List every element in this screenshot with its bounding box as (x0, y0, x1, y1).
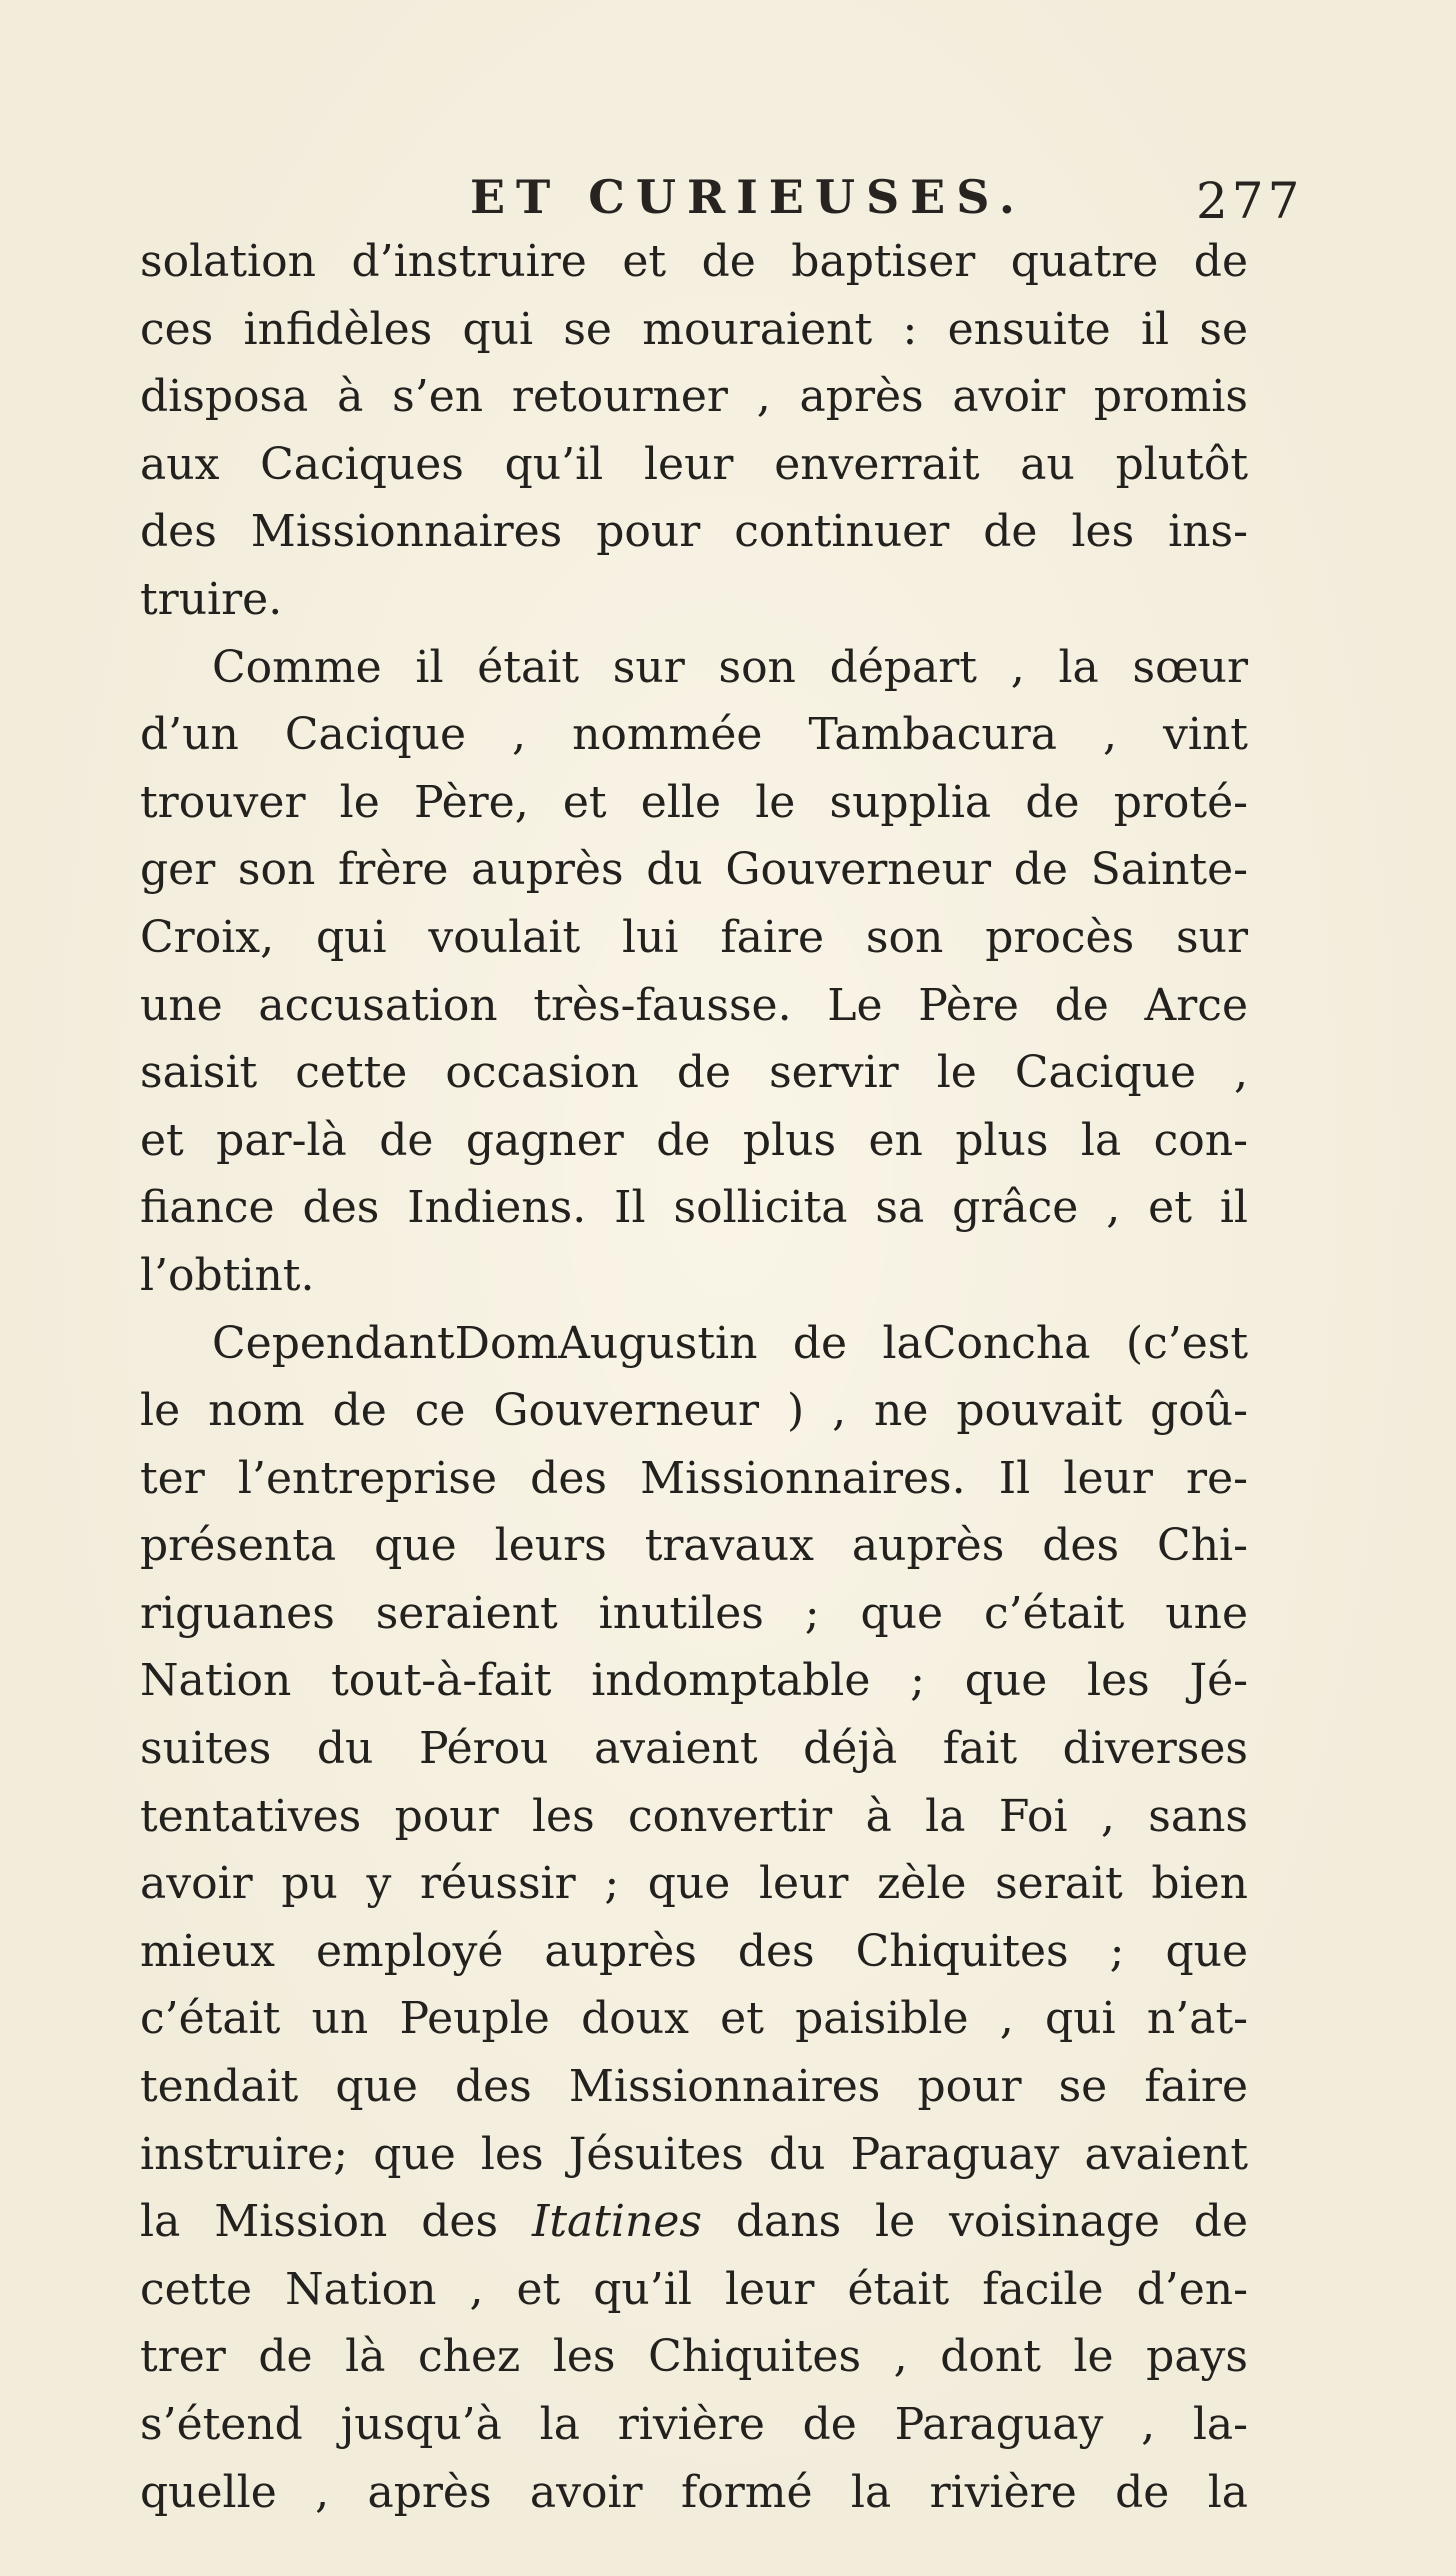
text-line: l’obtint. (140, 1249, 315, 1301)
text-line: quelle , après avoir formé la rivière de la (140, 2466, 1248, 2518)
text-fragment: dans le voisinage de (701, 2196, 1249, 2248)
text-line: riguanes seraient inutiles ; que c’était une (140, 1587, 1248, 1639)
text-line: cette Nation , et qu’il leur était facile d’en- (140, 2263, 1248, 2315)
page-number: 277 (1196, 172, 1304, 230)
text-line: ces infidèles qui se mouraient : ensuite il se (140, 303, 1248, 355)
text-line: d’un Cacique , nommée Tambacura , vint (140, 709, 1248, 761)
text-line: s’étend jusqu’à la rivière de Paraguay , la- (140, 2399, 1248, 2450)
text-line: saisit cette occasion de servir le Cacique , (140, 1047, 1248, 1099)
text-line: avoir pu y réussir ; que leur zèle serait bien (140, 1858, 1248, 1910)
text-line: solation d’instruire et de baptiser quatre de (140, 236, 1248, 287)
text-line: trer de là chez les Chiquites , dont le pays (140, 2331, 1248, 2383)
body-text (140, 228, 1248, 2526)
text-line: tendait que des Missionnaires pour se faire (140, 2061, 1248, 2113)
text-line: le nom de ce Gouverneur ) , ne pouvait goû- (140, 1385, 1248, 1437)
text-line: instruire; que les Jésuites du Paraguay avaient (140, 2128, 1248, 2180)
text-line: truire. (140, 573, 283, 625)
italic-place-name: Itatines (531, 2196, 702, 2248)
text-line: mieux employé auprès des Chiquites ; que (140, 1925, 1248, 1977)
text-line: ter l’entreprise des Missionnaires. Il leur re- (140, 1452, 1248, 1504)
text-line: et par-là de gagner de plus en plus la con- (140, 1114, 1248, 1166)
text-line: Comme il était sur son départ , la sœur (212, 641, 1248, 693)
text-line: c’était un Peuple doux et paisible , qui n’at- (140, 1993, 1248, 2045)
text-line: tentatives pour les convertir à la Foi , sans (140, 1790, 1248, 1842)
text-line: fiance des Indiens. Il sollicita sa grâce , et il (140, 1182, 1248, 1234)
running-title: ET CURIEUSES. (470, 170, 1026, 224)
text-line: CependantDomAugustin de laConcha (c’est (212, 1317, 1248, 1369)
text-line: une accusation très-fausse. Le Père de Arce (140, 979, 1248, 1031)
text-fragment: la Mission des (140, 2196, 532, 2248)
text-line: Nation tout-à-fait indomptable ; que les Jé- (140, 1655, 1248, 1707)
text-line: trouver le Père, et elle le supplia de proté- (140, 776, 1248, 828)
text-line: disposa à s’en retourner , après avoir promis (140, 371, 1248, 423)
text-line: des Missionnaires pour continuer de les ins- (140, 506, 1248, 558)
text-line: suites du Pérou avaient déjà fait diverses (140, 1723, 1248, 1775)
text-line: aux Caciques qu’il leur enverrait au plutôt (140, 438, 1248, 490)
text-line: présenta que leurs travaux auprès des Chi- (140, 1520, 1248, 1572)
text-line: Croix, qui voulait lui faire son procès sur (140, 911, 1248, 963)
text-line-with-italic (140, 2188, 1248, 2256)
text-line: ger son frère auprès du Gouverneur de Sainte- (140, 844, 1248, 896)
